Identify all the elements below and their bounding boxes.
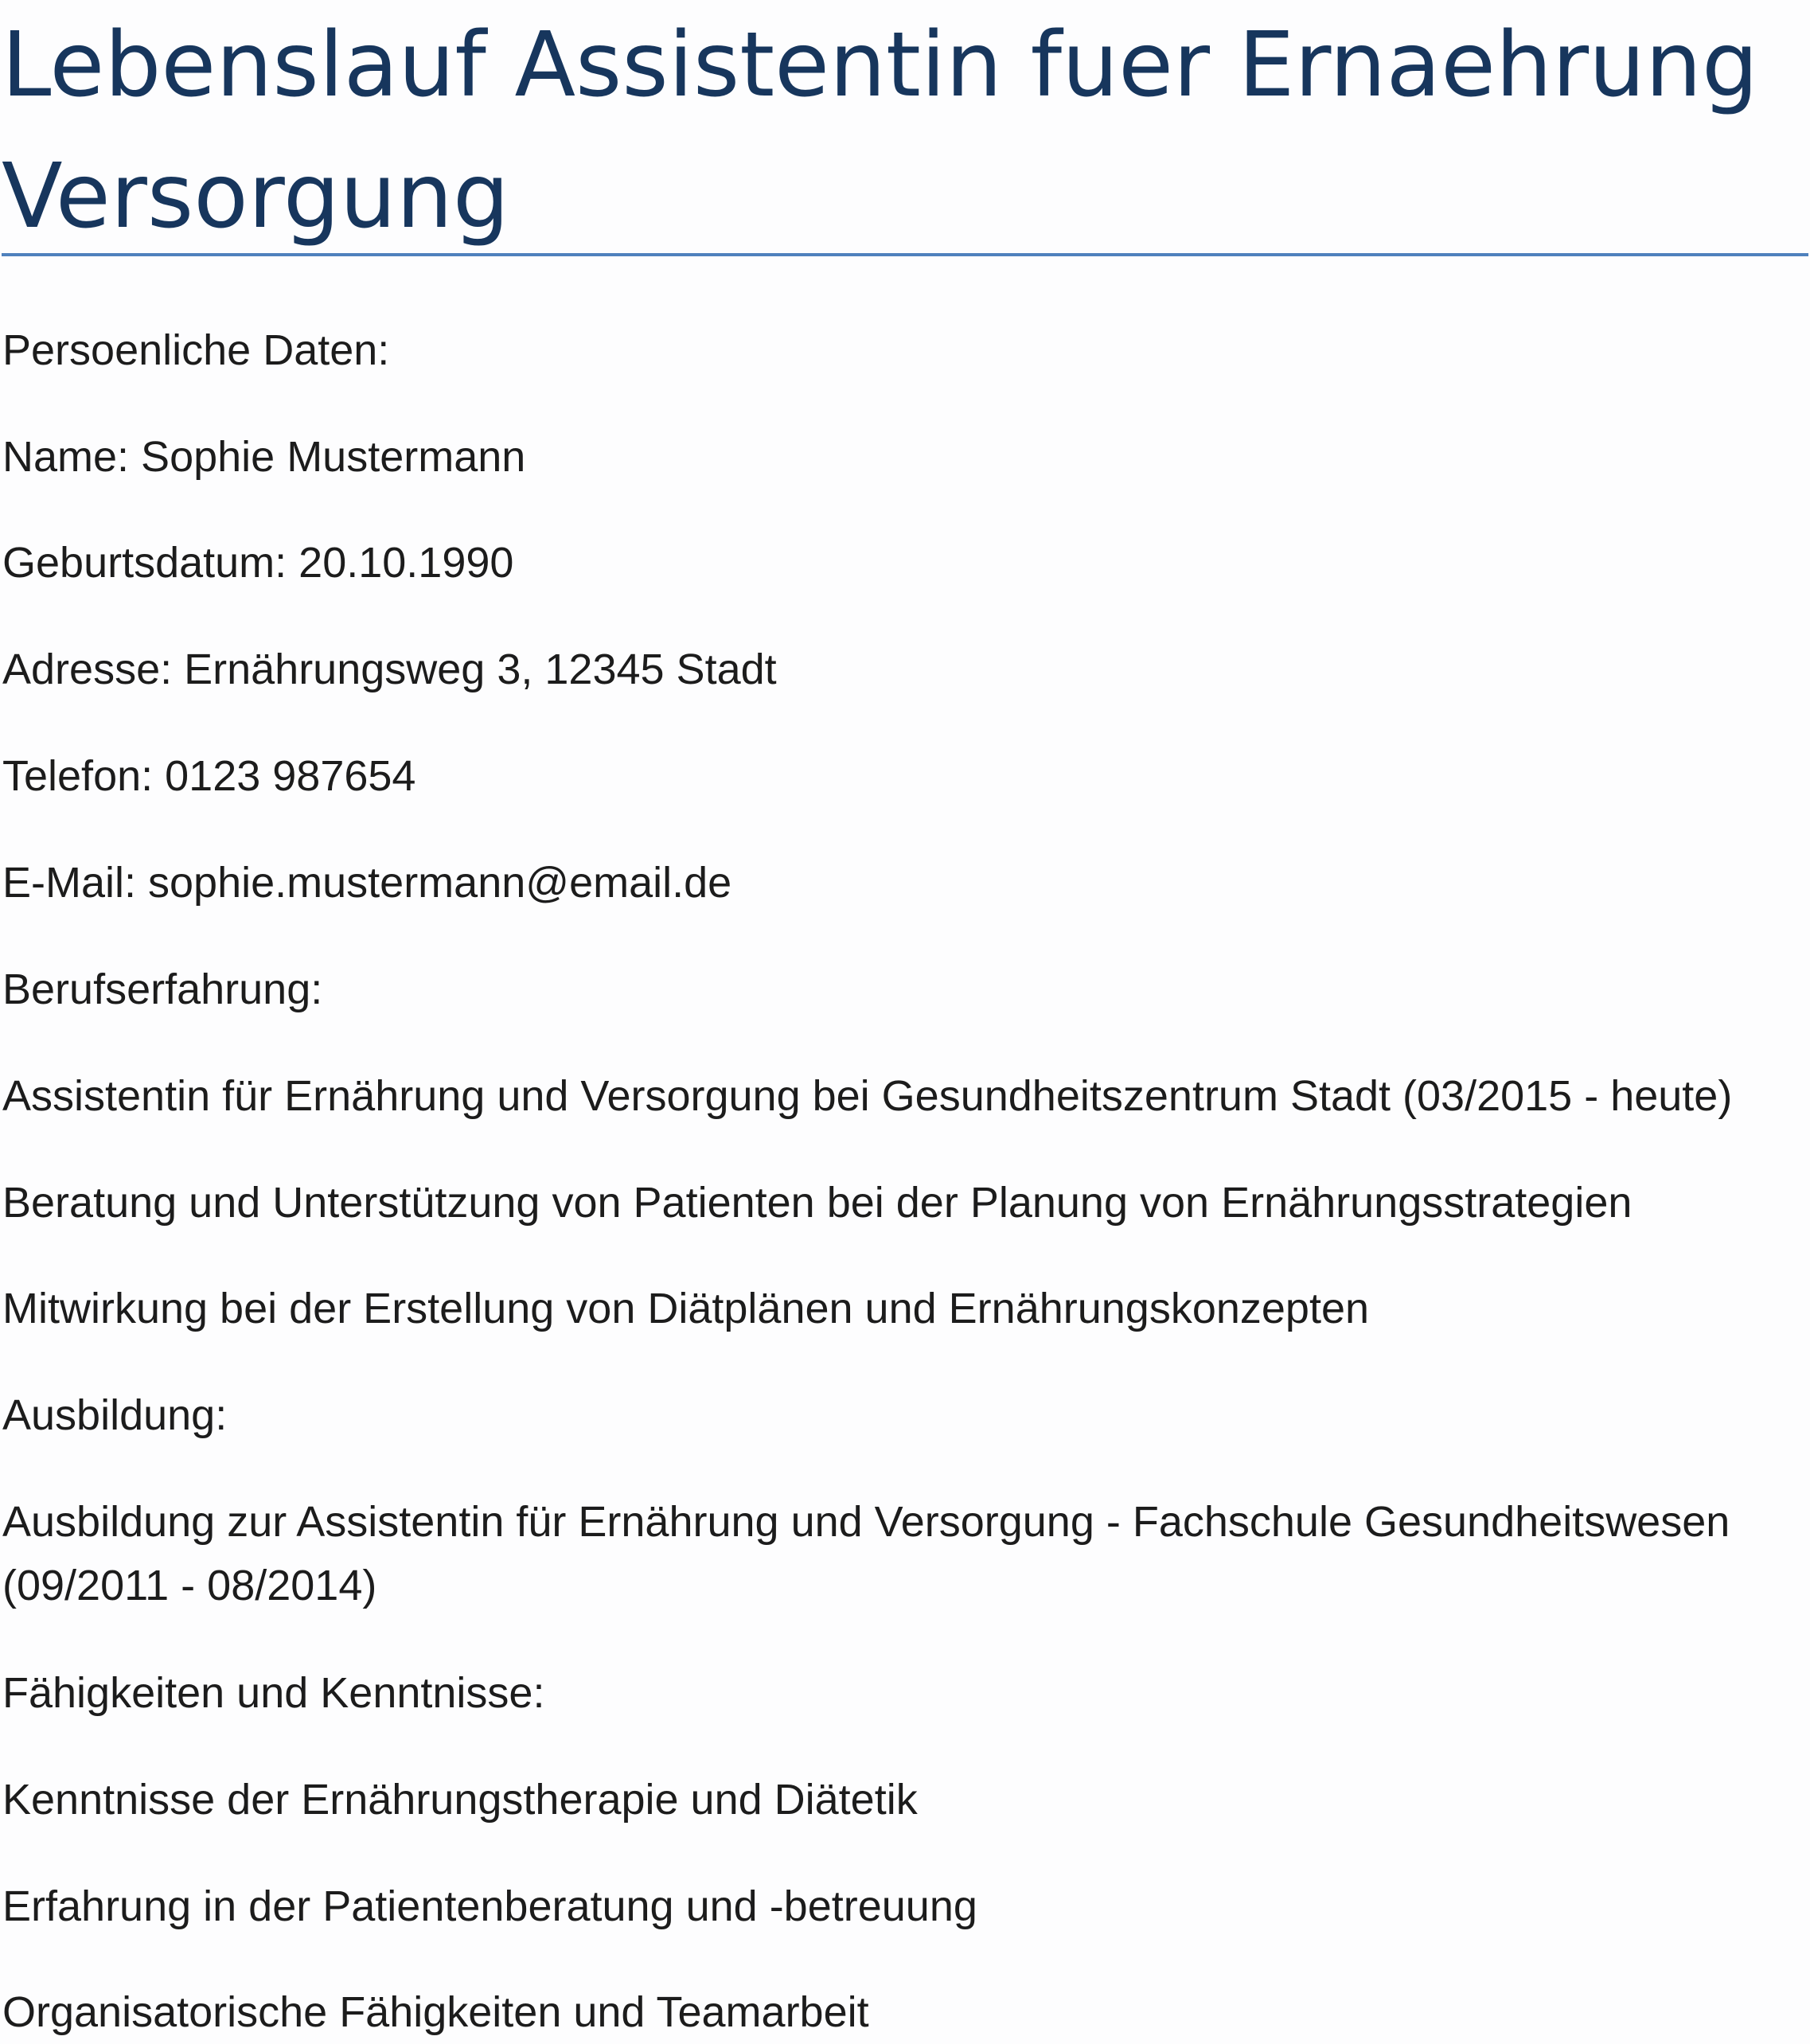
- personal-address: Adresse: Ernährungsweg 3, 12345 Stadt: [2, 646, 777, 693]
- skill-item: Organisatorische Fähigkeiten und Teamarbeit: [2, 1988, 869, 2036]
- personal-name: Name: Sophie Mustermann: [2, 433, 526, 481]
- skill-item: Kenntnisse der Ernährungstherapie und Diätetik: [2, 1776, 918, 1824]
- document-title: Lebenslauf Assistentin fuer Ernaehrung Versorgung: [2, 14, 1759, 248]
- personal-birthdate: Geburtsdatum: 20.10.1990: [2, 539, 514, 587]
- personal-email: E-Mail: sophie.mustermann@email.de: [2, 859, 732, 907]
- skill-item: Erfahrung in der Patientenberatung und -betreuung: [2, 1882, 977, 1930]
- personal-phone: Telefon: 0123 987654: [2, 752, 416, 800]
- education-entry: Ausbildung zur Assistentin für Ernährung und Versorgung - Fachschule Gesundheitswesen (09/2011 - 08/2014): [2, 1498, 1730, 1609]
- title-divider: [2, 253, 1808, 256]
- experience-duty: Beratung und Unterstützung von Patienten bei der Planung von Ernährungsstrategien: [2, 1179, 1633, 1227]
- skills-heading: Fähigkeiten und Kenntnisse:: [2, 1669, 545, 1717]
- personal-data-heading: Persoenliche Daten:: [2, 326, 390, 374]
- experience-duty: Mitwirkung bei der Erstellung von Diätplänen und Ernährungskonzepten: [2, 1285, 1370, 1332]
- experience-position: Assistentin für Ernährung und Versorgung bei Gesundheitszentrum Stadt (03/2015 - heute): [2, 1072, 1733, 1120]
- experience-heading: Berufserfahrung:: [2, 965, 323, 1013]
- education-heading: Ausbildung:: [2, 1391, 228, 1439]
